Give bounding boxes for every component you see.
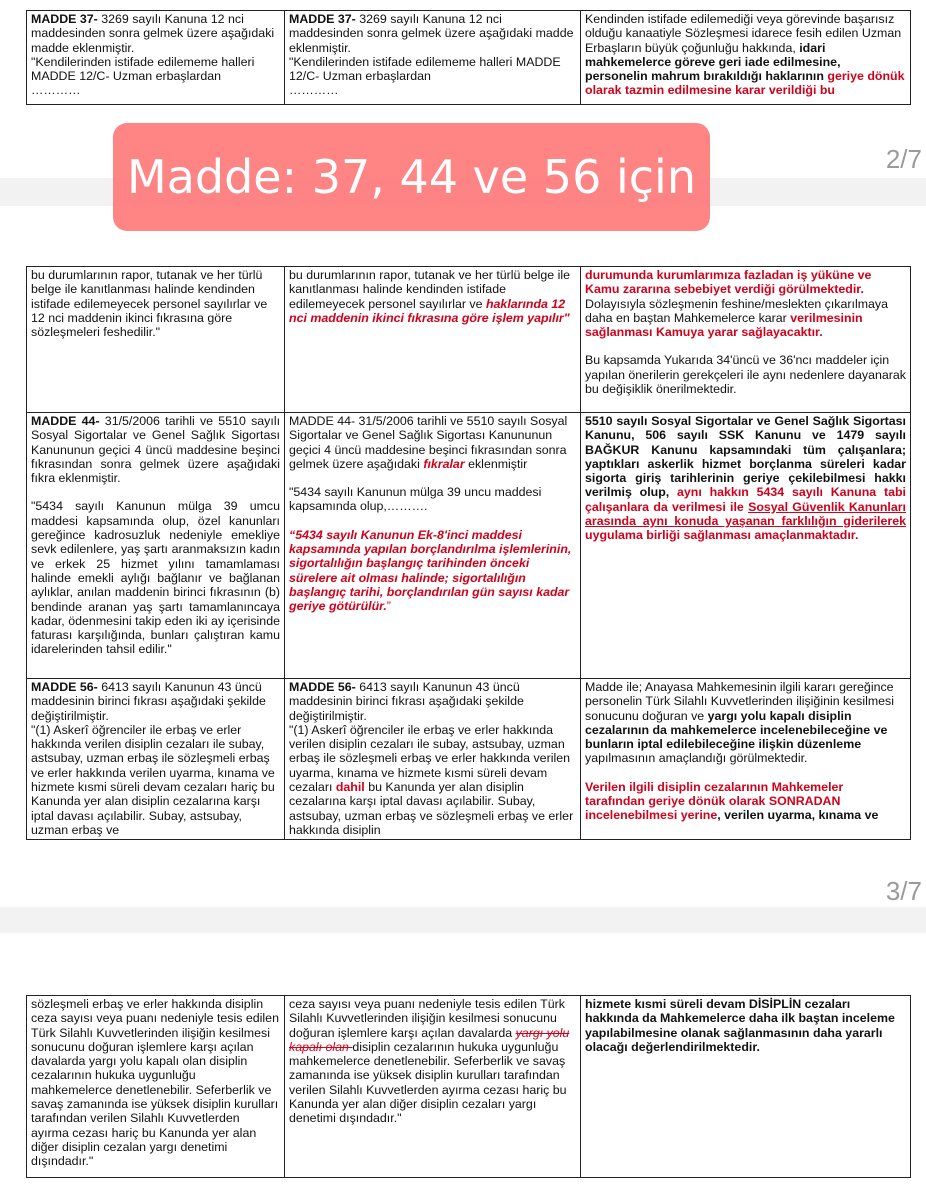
original-text-cell: MADDE 37- 3269 sayılı Kanuna 12 nci maddesinden sonra gelmek üzere aşağıdaki madde eklenmiştir. "Kendilerinden istifade edilememe halleri MADDE 12/C- Uzman erbaşlardan ………… [27,11,285,105]
article-heading: MADDE 56- [289,680,356,694]
page-3 [0,933,926,1200]
article-heading: MADDE 56- [31,680,98,694]
banner-text: Madde: 37, 44 ve 56 için [127,150,696,204]
original-text-cell: MADDE 44- 31/5/2006 tarihli ve 5510 sayılı Sosyal Sigortalar ve Genel Sağlık Sigortası Kanununun geçici 4 üncü maddesine beşinci fıkrasından sonra gelmek üzere aşağıdaki fıkra eklenmiştir. "5434 sayılı Kanunun mülga 39 umcu maddesi kapsamında olup, özel kanunları gereğince kadrosuzluk nedeniyle emekliye sevk edilenlere, yaş şartı aranmaksızın kadın ve erkek 25 hizmet yılını tamamlaması halinde emekli aylığı bağlanır ve bağlanan aylıklar, anılan maddenin birinci fıkrasının (b) bendinde aranan yaş şartı tamamlanıncaya kadar, ödenmesini takip eden iki ay içerisinde faturası karşılığında, bunları çalıştıran kamu idarelerinden tahsil edilir." [27,413,285,679]
page-2 [0,206,926,870]
original-text-cell: sözleşmeli erbaş ve erler hakkında disiplin ceza sayısı veya puanı nedeniyle tesis edilen Türk Silahlı Kuvvetlerinden ilişiğin kesilmesi sonucunu doğuran işlemlere karşı açılan davalarda yargı yolu kapalı olan disiplin cezalarının hukuka uygunluğu mahkemelerce denetlenebilir. Seferberlik ve savaş zamanında ise yüksek disiplin kurulları tarafından verilen Silahlı Kuvvetlerden ayırma cezası hariç bu Kanunda yer alan diğer disiplin cezalan yargı denetimi dışındadır." [27,996,285,1178]
article-heading: MADDE 44- [31,414,100,428]
justification-cell: durumunda kurumlarımıza fazladan iş yüküne ve Kamu zararına sebebiyet verdiği görülmektedir. Dolayısıyla sözleşmenin feshine/meslekten çıkarılmaya daha en baştan Mahkemelerce karar verilmesinin sağlanması Kamuya yarar sağlayacaktır. Bu kapsamda Yukarıda 34'üncü ve 36'ncı maddeler için yapılan önerilerin gerekçeleri ile aynı nedenlere dayanarak bu değişiklik önerilmektedir. [581,267,911,413]
proposed-text-cell: ceza sayısı veya puanı nedeniyle tesis edilen Türk Silahlı Kuvvetlerinden ilişiğin kesilmesi sonucunu doğuran işlemlere karşı açılan davalarda yargı yolu kapalı olan disiplin cezalarının hukuka uygunluğu mahkemelerce denetlenebilir. Seferberlik ve savaş zamanında ise yüksek disiplin kurulları tarafından verilen Silahlı Kuvvetlerden ayırma cezası hariç bu Kanunda yer alan diğer disiplin cezaları yargı denetimi dışındadır." [285,996,581,1178]
deleted-text: yargı yolu kapalı olan [289,1025,570,1054]
proposed-text-cell: bu durumlarının rapor, tutanak ve her türlü belge ile kanıtlanması halinde kendinden istifade edilemeyecek personel sayılırlar ve haklarında 12 nci maddenin ikinci fıkrasına göre işlem yapılır" [285,267,581,413]
original-text-cell: bu durumlarının rapor, tutanak ve her türlü belge ile kanıtlanması halinde kendinden istifade edilemeyecek personel sayılırlar ve 12 nci maddenin ikinci fıkrasına göre sözleşmeleri feshedilir." [27,267,285,413]
table-row [27,413,911,679]
table-row [27,11,911,105]
table-row [27,996,911,1178]
page-number: 2/7 [885,144,922,174]
comparison-table-page-3 [26,995,911,1178]
page-1 [0,0,926,120]
justification-cell: Madde ile; Anayasa Mahkemesinin ilgili kararı gereğince personelin Türk Silahlı Kuvvetlerinden ilişiğinin kesilmesi sonucunu doğuran ve yargı yolu kapalı disiplin cezalarının da mahkemelerce incelenebileceğine ve bunların iptal edilebileceğine ilişkin düzenleme yapılmasının amaçlandığı görülmektedir. Verilen ilgili disiplin cezalarının Mahkemeler tarafından geriye dönük olarak SONRADAN incelenebilmesi yerine, verilen uyarma, kınama ve [581,679,911,840]
table-row [27,679,911,840]
justification-cell: 5510 sayılı Sosyal Sigortalar ve Genel Sağlık Sigortası Kanunu, 506 sayılı SSK Kanunu ve 1479 sayılı BAĞKUR Kanunu kapsamındaki tüm çalışanlara; yaptıkları askerlik hizmet borçlanma süreleri kadar sigorta giriş tarihlerinin geriye çekilebilmesi hakkı verilmiş olup, aynı hakkın 5434 sayılı Kanuna tabi çalışanlara da verilmesi ile Sosyal Güvenlik Kanunları arasında aynı konuda yaşanan farklılığın giderilerek uygulama birliği sağlanması amaçlanmaktadır. [581,413,911,679]
justification-cell: hizmete kısmi süreli devam DİSİPLİN cezaları hakkında da Mahkemelerce daha ilk baştan inceleme yapılabilmesine olanak sağlanmasının daha yararlı olacağı değerlendirilmektedir. [581,996,911,1178]
article-heading: MADDE 37- [289,12,356,26]
proposed-text-cell: MADDE 44- 31/5/2006 tarihli ve 5510 sayılı Sosyal Sigortalar ve Genel Sağlık Sigortası Kanununun geçici 4 üncü maddesine beşinci fıkrasından sonra gelmek üzere aşağıdaki fıkralar eklenmiştir "5434 sayılı Kanunun mülga 39 uncu maddesi kapsamında olup,………. “5434 sayılı Kanunun Ek-8'inci maddesi kapsamında yapılan borçlandırılma işlemlerinin, sigortalılığın başlangıç tarihinden önceki sürelere ait olması halinde; sigortalılığın başlangıç tarihi, borçlandırılan gün sayısı kadar geriye götürülür.” [285,413,581,679]
title-banner [113,123,710,231]
article-heading: MADDE 37- [31,12,98,26]
comparison-table-page-2 [26,266,911,840]
table-row [27,267,911,413]
proposed-text-cell: MADDE 56- 6413 sayılı Kanunun 43 üncü maddesinin birinci fıkrası aşağıdaki şekilde değiştirilmiştir. "(1) Askerî öğrenciler ile erbaş ve erler hakkında verilen disiplin cezaları ile subay, astsubay, uzman erbaş ile sözleşmeli erbaş ve erler hakkında verilen uyarma, kınama ve hizmete kısmi süreli devam cezaları dahil bu Kanunda yer alan disiplin cezalarına karşı iptal davası açılabilir. Subay, astsubay, uzman erbaş ve sözleşmeli erbaş ve erler hakkında disiplin [285,679,581,840]
original-text-cell: MADDE 56- 6413 sayılı Kanunun 43 üncü maddesinin birinci fıkrası aşağıdaki şekilde değiştirilmiştir. "(1) Askerî öğrenciler ile erbaş ve erler hakkında verilen disiplin cezaları ile subay, astsubay, uzman erbaş ile sözleşmeli erbaş ve erler hakkında verilen uyarma, kınama ve hizmete kısmi süreli devam cezaları hariç bu Kanunda yer alan disiplin cezalarına karşı iptal davası açılabilir. Subay, astsubay, uzman erbaş ve [27,679,285,840]
comparison-table-page-1 [26,10,911,105]
page-number: 3/7 [885,876,922,906]
justification-cell: Kendinden istifade edilemediği veya görevinde başarısız olduğu kanaatiyle Sözleşmesi idarece fesih edilen Uzman Erbaşların büyük çoğunluğu hakkında, idari mahkemelerce göreve geri iade edilmesine, personelin mahrum bırakıldığı haklarının geriye dönük olarak tazmin edilmesine karar verildiği bu [581,11,911,105]
page-gap [0,907,926,933]
proposed-text-cell: MADDE 37- 3269 sayılı Kanuna 12 nci maddesinden sonra gelmek üzere aşağıdaki madde eklenmiştir. "Kendilerinden istifade edilememe halleri MADDE 12/C- Uzman erbaşlardan ………… [285,11,581,105]
